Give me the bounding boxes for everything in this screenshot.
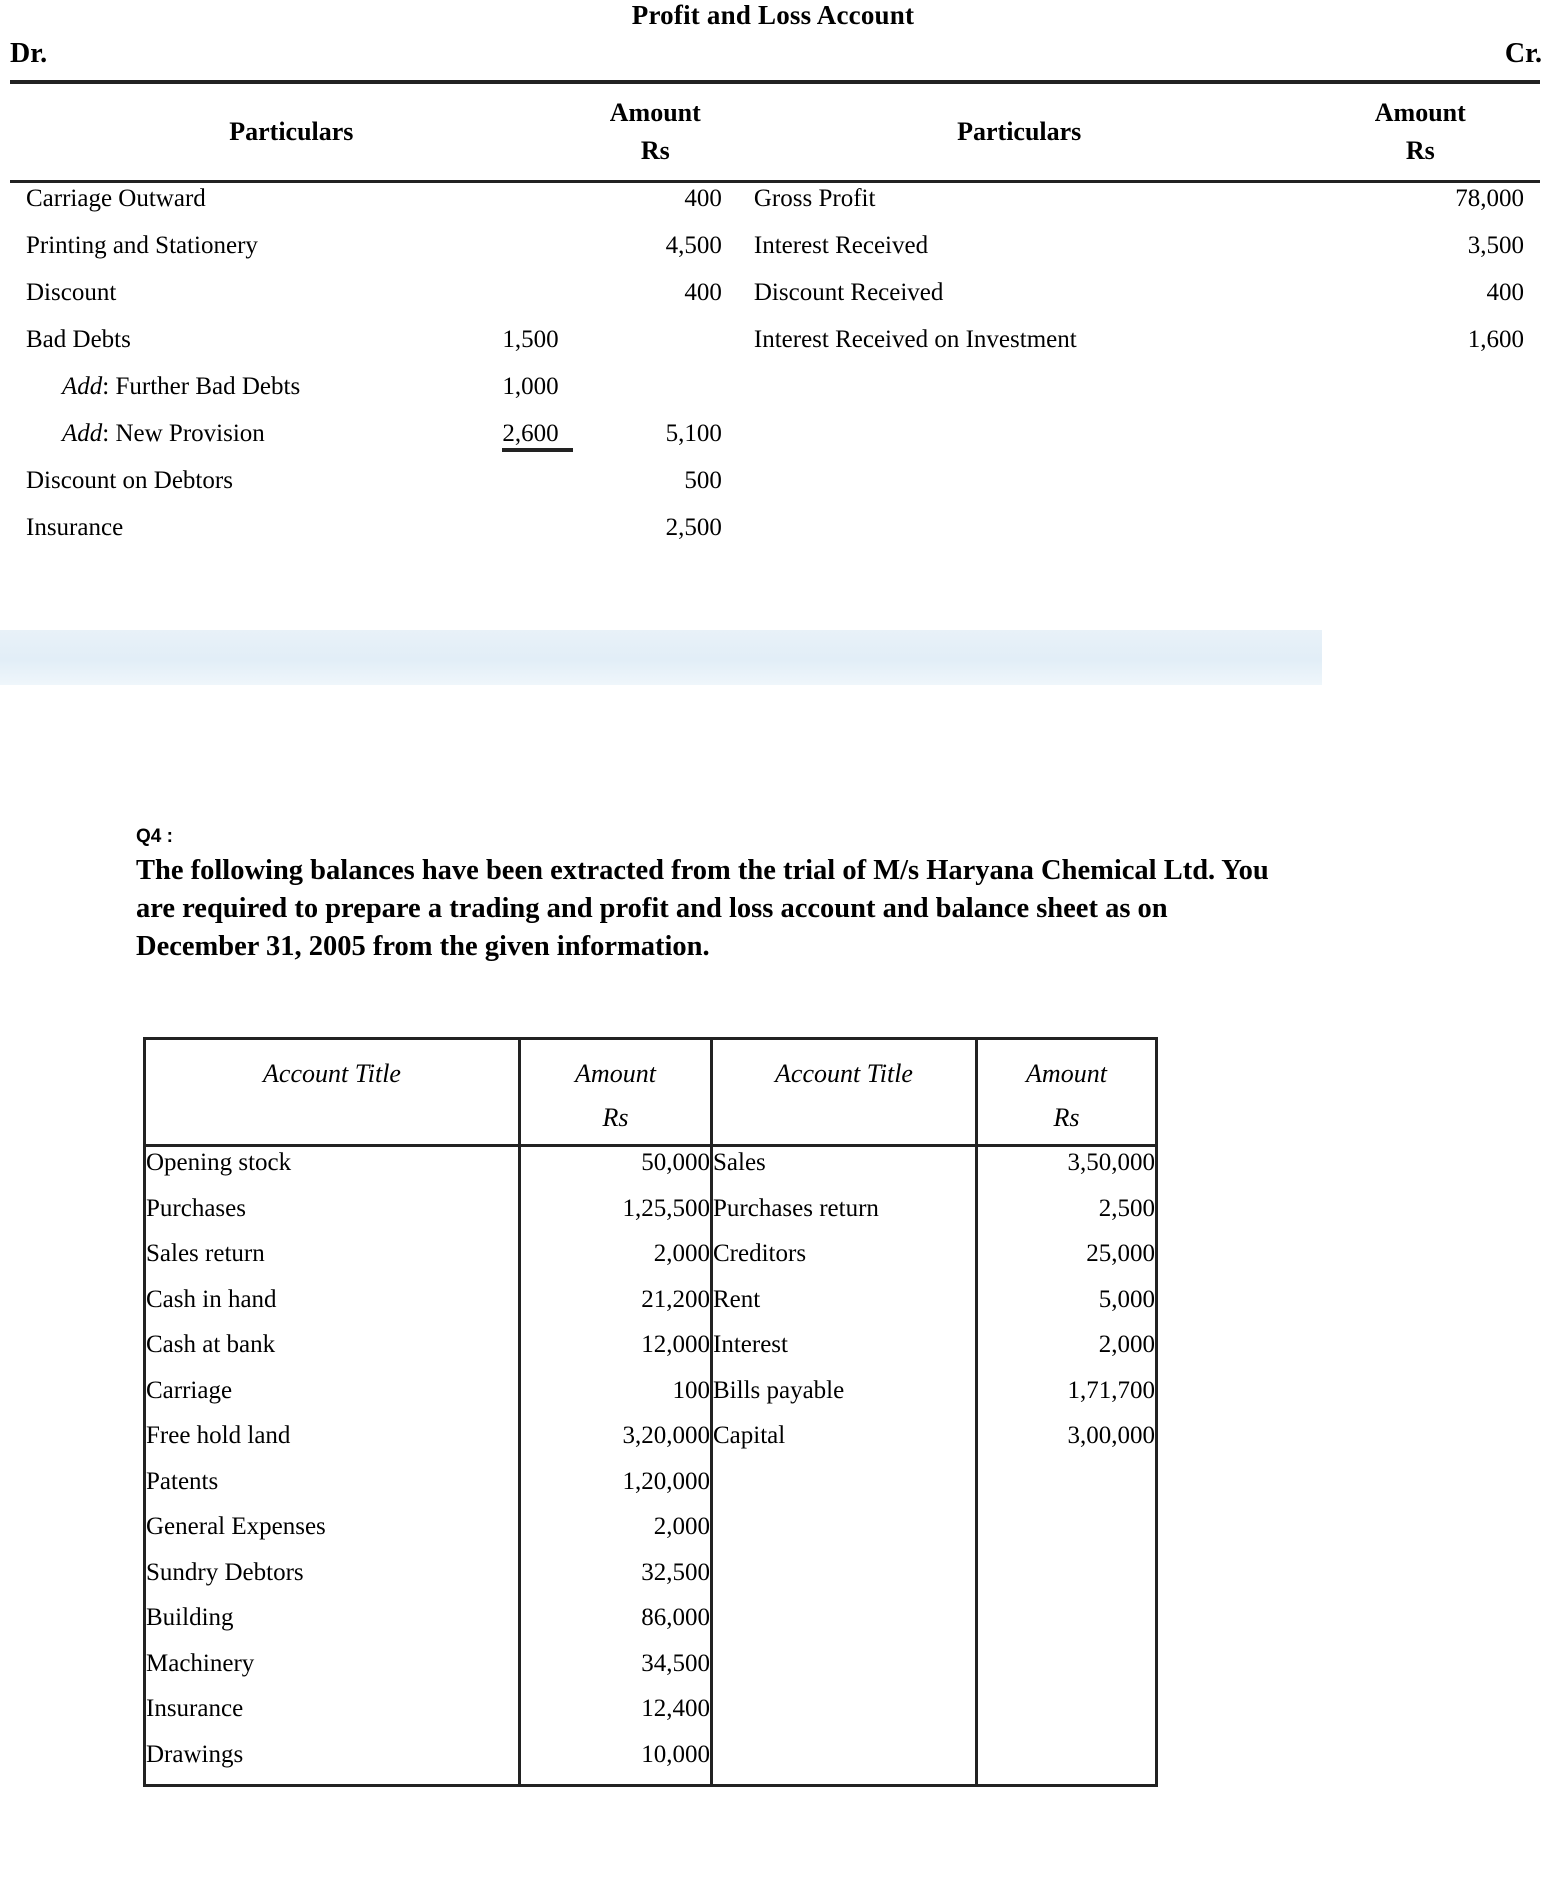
cell-account-title-right: Sales [712, 1146, 977, 1193]
cell-particular-debit [10, 418, 573, 465]
cell-amount-left: 34,500 [520, 1648, 712, 1694]
cell-particular-debit [10, 324, 573, 371]
sub-amount-debit: 1,500 [502, 326, 559, 353]
cell-particular-debit [10, 277, 573, 324]
header-amount-debit [573, 82, 738, 182]
header-rs-left-label: Rs [602, 1103, 629, 1133]
cell-particular-debit [10, 371, 573, 418]
particular-label-debit: Printing and Stationery [26, 232, 258, 259]
cell-amount-credit [1301, 465, 1540, 512]
table-row [145, 1284, 1157, 1330]
table-row [145, 1329, 1157, 1375]
cell-account-title-right [712, 1602, 977, 1648]
header-account-title-right-label: Account Title [775, 1059, 913, 1088]
header-amount-left-label: Amount [575, 1059, 656, 1088]
header-amount-right [977, 1039, 1157, 1146]
particular-label-debit: Add: New Provision [62, 420, 265, 447]
cell-amount-credit: 78,000 [1455, 185, 1524, 212]
trial-balance-table [143, 1037, 1158, 1787]
cell-particular-credit [738, 512, 1301, 559]
cell-particular-credit [738, 371, 1301, 418]
cell-particular-credit: Gross Profit [753, 185, 876, 212]
cell-particular-credit: Discount Received [753, 279, 944, 306]
header-amount-credit-label: Amount [1374, 98, 1466, 128]
cell-particular-credit: Interest Received on Investment [753, 326, 1077, 353]
header-rs-debit-label: Rs [640, 136, 670, 165]
cell-amount-left: 10,000 [520, 1739, 712, 1786]
cell-account-title-left: Carriage [145, 1375, 520, 1421]
profit-and-loss-table-header [10, 82, 1540, 182]
table-row [145, 1648, 1157, 1694]
sub-amount-debit: 2,600 [502, 420, 572, 452]
cell-account-title-left: Sundry Debtors [145, 1557, 520, 1603]
cell-amount-left: 21,200 [520, 1284, 712, 1330]
credit-side-label: Cr. [1504, 38, 1542, 69]
cell-amount-credit [1301, 418, 1540, 465]
cell-amount-debit: 400 [684, 279, 722, 306]
profit-and-loss-table [10, 80, 1540, 559]
profit-and-loss-table-body [10, 182, 1540, 560]
particular-label-debit: Carriage Outward [26, 185, 206, 212]
header-amount-credit [1301, 82, 1540, 182]
highlight-bar [0, 630, 1322, 685]
cell-amount-left: 1,20,000 [520, 1466, 712, 1512]
table-header-row [145, 1039, 1157, 1146]
header-rs-credit-label: Rs [1405, 136, 1435, 165]
table-row [10, 277, 1540, 324]
cell-amount-debit [573, 324, 738, 371]
cell-account-title-right [712, 1739, 977, 1786]
cell-amount-left: 12,400 [520, 1693, 712, 1739]
table-header-row [10, 82, 1540, 182]
header-particulars-debit [10, 82, 573, 182]
trial-balance-table-body [145, 1146, 1157, 1786]
header-amount-debit-label: Amount [609, 98, 701, 128]
cell-amount-left: 3,20,000 [520, 1420, 712, 1466]
cell-amount-right [977, 1602, 1157, 1648]
cell-amount-left: 50,000 [520, 1146, 712, 1193]
cell-amount-credit [1301, 512, 1540, 559]
cell-account-title-left: Insurance [145, 1693, 520, 1739]
cell-amount-right [977, 1466, 1157, 1512]
cell-amount-credit: 1,600 [1467, 326, 1524, 353]
cell-particular-debit [10, 230, 573, 277]
cell-account-title-left: General Expenses [145, 1511, 520, 1557]
cell-amount-left: 2,000 [520, 1511, 712, 1557]
table-row [10, 324, 1540, 371]
table-row [145, 1511, 1157, 1557]
table-row [145, 1739, 1157, 1786]
header-account-title-right [712, 1039, 977, 1146]
cell-amount-left: 12,000 [520, 1329, 712, 1375]
cell-amount-debit: 400 [684, 185, 722, 212]
cell-account-title-right: Rent [712, 1284, 977, 1330]
header-particulars-credit-label: Particulars [957, 117, 1082, 147]
cell-amount-credit: 400 [1486, 279, 1524, 306]
cell-account-title-left: Drawings [145, 1739, 520, 1786]
cell-amount-right: 3,00,000 [1067, 1422, 1155, 1449]
cell-amount-debit: 5,100 [665, 420, 722, 447]
question-number: Q4 : [136, 826, 173, 847]
cell-amount-debit [573, 371, 738, 418]
cell-amount-right [977, 1511, 1157, 1557]
cell-amount-right: 3,50,000 [1067, 1149, 1155, 1176]
cell-account-title-right: Capital [712, 1420, 977, 1466]
cell-account-title-right: Creditors [712, 1238, 977, 1284]
header-amount-right-label: Amount [1026, 1059, 1107, 1088]
cell-amount-right [977, 1739, 1157, 1786]
header-account-title-left-label: Account Title [263, 1059, 401, 1088]
add-prefix: Add [62, 373, 103, 400]
table-row [145, 1420, 1157, 1466]
table-row [10, 230, 1540, 277]
table-row [145, 1602, 1157, 1648]
header-amount-left [520, 1039, 712, 1146]
cell-particular-debit [10, 182, 573, 231]
cell-amount-left: 86,000 [520, 1602, 712, 1648]
table-row [10, 371, 1540, 418]
add-prefix: Add [62, 420, 103, 447]
cell-particular-credit [738, 418, 1301, 465]
table-row [10, 418, 1540, 465]
table-row [10, 182, 1540, 231]
cell-particular-debit [10, 465, 573, 512]
cell-account-title-left: Free hold land [145, 1420, 520, 1466]
cell-account-title-right: Bills payable [712, 1375, 977, 1421]
cell-amount-right [977, 1648, 1157, 1694]
cell-account-title-left: Opening stock [145, 1146, 520, 1193]
cell-amount-right: 1,71,700 [1067, 1376, 1155, 1404]
cell-account-title-left: Cash in hand [145, 1284, 520, 1330]
cell-account-title-right [712, 1557, 977, 1603]
table-row [145, 1466, 1157, 1512]
table-row [10, 512, 1540, 559]
cell-amount-credit: 3,500 [1467, 232, 1524, 259]
cell-amount-debit: 2,500 [665, 514, 722, 541]
cell-account-title-left: Building [145, 1602, 520, 1648]
cell-amount-debit: 4,500 [665, 232, 722, 259]
cell-amount-right: 25,000 [1086, 1240, 1155, 1267]
table-row [145, 1238, 1157, 1284]
debit-side-label: Dr. [10, 38, 48, 69]
particular-label-debit: Discount [26, 279, 117, 306]
header-rs-right-label: Rs [1053, 1103, 1080, 1133]
particular-label-debit: Insurance [26, 514, 124, 541]
page-title: Profit and Loss Account [631, 0, 915, 30]
cell-amount-right: 2,000 [1098, 1331, 1155, 1358]
cell-amount-credit [1301, 371, 1540, 418]
cell-account-title-right [712, 1648, 977, 1694]
cell-account-title-left: Machinery [145, 1648, 520, 1694]
particular-label-debit: Bad Debts [26, 326, 131, 353]
cell-amount-debit: 500 [684, 467, 722, 494]
cell-particular-credit: Interest Received [753, 232, 929, 259]
cell-amount-left: 100 [520, 1375, 712, 1421]
cell-account-title-left: Patents [145, 1466, 520, 1512]
cell-account-title-left: Cash at bank [145, 1329, 520, 1375]
cell-amount-right [977, 1557, 1157, 1603]
table-row [145, 1193, 1157, 1239]
table-row [145, 1146, 1157, 1193]
header-account-title-left [145, 1039, 520, 1146]
particular-label-debit: Add: Further Bad Debts [62, 373, 301, 400]
cell-account-title-left: Sales return [145, 1238, 520, 1284]
table-row [10, 465, 1540, 512]
cell-particular-debit [10, 512, 573, 559]
cell-amount-left: 1,25,500 [520, 1193, 712, 1239]
cell-amount-right [977, 1693, 1157, 1739]
particular-label-debit: Discount on Debtors [26, 467, 233, 494]
cell-account-title-right [712, 1511, 977, 1557]
question-text: The following balances have been extracted from the trial of M/s Haryana Chemical Ltd. You are required to prepare a trading and profit and loss account and balance sheet as on December 31, 2005 from the given information. [136, 855, 1269, 962]
header-particulars-debit-label: Particulars [229, 117, 354, 147]
cell-account-title-left: Purchases [145, 1193, 520, 1239]
table-row [145, 1557, 1157, 1603]
header-particulars-credit [738, 82, 1301, 182]
cell-account-title-right: Interest [712, 1329, 977, 1375]
table-row [145, 1693, 1157, 1739]
cell-amount-left: 32,500 [520, 1557, 712, 1603]
trial-balance-table-header [145, 1039, 1157, 1146]
cell-account-title-right [712, 1466, 977, 1512]
cell-amount-right: 5,000 [1098, 1285, 1155, 1313]
cell-amount-right: 2,500 [1098, 1194, 1155, 1222]
cell-amount-left: 2,000 [520, 1238, 712, 1284]
sub-amount-debit: 1,000 [502, 373, 559, 400]
cell-particular-credit [738, 465, 1301, 512]
cell-account-title-right: Purchases return [712, 1193, 977, 1239]
cell-account-title-right [712, 1693, 977, 1739]
table-row [145, 1375, 1157, 1421]
